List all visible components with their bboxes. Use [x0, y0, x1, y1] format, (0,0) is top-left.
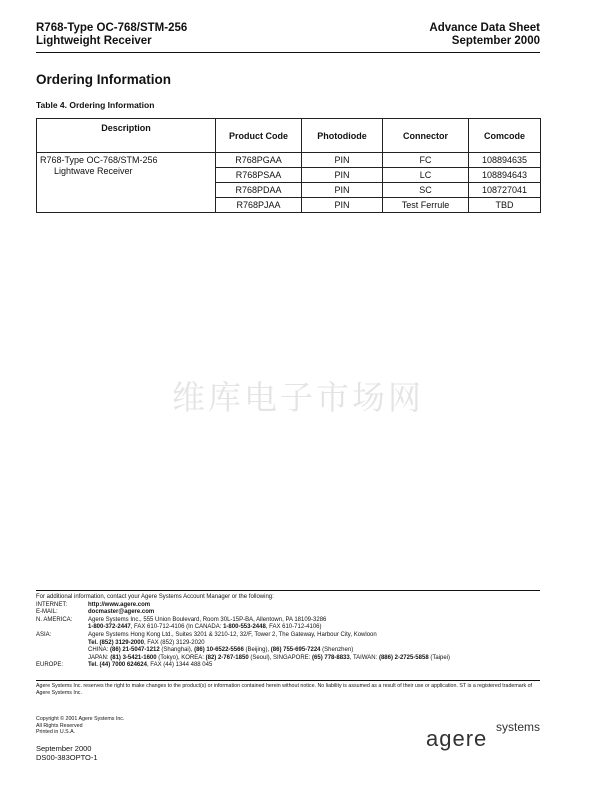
header-product-title: R768-Type OC-768/STM-256: [36, 22, 188, 34]
section-title: Ordering Information: [36, 72, 171, 87]
comcode-cell: 108894643: [469, 168, 541, 183]
header-doc-date: September 2000: [451, 35, 540, 47]
contact-europe-row: EUROPE: Tel. (44) 7000 624624, FAX (44) 1344 488 045: [36, 662, 213, 669]
comcode-cell: 108727041: [469, 183, 541, 198]
contact-internet-link[interactable]: http://www.agere.com: [88, 601, 151, 608]
contact-asia-phone-row: Tel. (852) 3129-2000, FAX (852) 3129-2020: [88, 639, 205, 646]
table-title: Table 4. Ordering Information: [36, 100, 155, 110]
photodiode-cell: PIN: [302, 168, 383, 183]
contact-internet-row: [36, 602, 546, 610]
contact-na-phone-row: 1-800-372-2447, FAX 610-712-4106 (In CANADA: 1-800-553-2448, FAX 610-712-4106): [88, 624, 322, 631]
contact-block: [36, 594, 546, 670]
contact-canada-phone: 1-800-553-2448: [223, 624, 266, 631]
contact-japan-row: JAPAN: (81) 3-5421-1600 (Tokyo), KOREA: (82) 2-767-1850 (Seoul), SINGAPORE: (65) 778-8833, TAIWAN: (886) 2-2725-5858 (Taipei): [88, 654, 450, 661]
product-code-cell: R768PGAA: [216, 153, 302, 168]
disclaimer-text: Agere Systems Inc. reserves the right to make changes to the product(s) or information contained herein without notice. No liability is assumed as a result of their use or application. ST is a registered trademark of Agere Systems Inc.: [36, 683, 532, 696]
column-header-photodiode: Photodiode: [302, 119, 383, 153]
column-header-product-code: Product Code: [216, 119, 302, 153]
product-code-cell: R768PSAA: [216, 168, 302, 183]
logo-agere-text: agere: [426, 726, 488, 751]
contact-asia-tel: Tel. (852) 3129-2000: [88, 639, 144, 646]
column-header-connector: Connector: [383, 119, 469, 153]
description-line-2: Lightwave Receiver: [54, 166, 133, 176]
header-rule: [36, 52, 540, 53]
copyright-line: Copyright © 2001 Agere Systems Inc.: [36, 716, 125, 722]
rights-line: All Rights Reserved: [36, 722, 83, 729]
contact-email-link[interactable]: docmaster@agere.com: [88, 609, 155, 616]
ordering-table: [36, 118, 541, 213]
photodiode-cell: PIN: [302, 153, 383, 168]
header-right: [429, 22, 540, 48]
header-doc-type: Advance Data Sheet: [429, 22, 540, 34]
contact-email-row: [36, 609, 546, 617]
logo-systems-text: systems: [495, 720, 540, 734]
product-code-cell: R768PDAA: [216, 183, 302, 198]
watermark-text: 维库电子市场网: [172, 378, 424, 417]
photodiode-cell: PIN: [302, 183, 383, 198]
document-id-block: [36, 744, 98, 762]
column-header-comcode: Comcode: [469, 119, 541, 153]
header-product-subtitle: Lightweight Receiver: [36, 35, 152, 47]
copyright-block: [36, 716, 124, 736]
contact-na-row: [36, 617, 546, 625]
agere-systems-logo: [424, 718, 544, 766]
contact-china-row: CHINA: (86) 21-5047-1212 (Shanghai), (86) 10-6522-5566 (Beijing), (86) 755-695-7224 (Shenzhen): [88, 647, 354, 654]
table-header-row: [37, 119, 541, 153]
comcode-cell: TBD: [469, 198, 541, 213]
description-line-1: R768-Type OC-768/STM-256: [40, 155, 158, 165]
document-date: September 2000: [36, 744, 92, 753]
contact-asia-address: Agere Systems Hong Kong Ltd., Suites 3201 & 3210-12, 32/F, Tower 2, The Gateway, Harbour City, Kowloon: [88, 631, 377, 638]
contact-internet-label: INTERNET:: [36, 601, 68, 608]
contact-email-label: E-MAIL:: [36, 609, 58, 616]
printed-line: Printed in U.S.A.: [36, 729, 76, 735]
contact-na-phone: 1-800-372-2447: [88, 624, 131, 631]
contact-asia-label: ASIA:: [36, 631, 52, 638]
table-row: [37, 153, 541, 168]
comcode-cell: 108894635: [469, 153, 541, 168]
contact-na-label: N. AMERICA:: [36, 616, 73, 623]
contact-europe-tel: Tel. (44) 7000 624624: [88, 662, 147, 669]
disclaimer-rule: [36, 680, 540, 681]
connector-cell: LC: [383, 168, 469, 183]
contact-asia-row: [36, 632, 546, 640]
document-number: DS00-383OPTO-1: [36, 753, 98, 762]
column-header-description: Description: [37, 119, 216, 153]
connector-cell: SC: [383, 183, 469, 198]
contact-intro: For additional information, contact your Agere Systems Account Manager or the following:: [36, 594, 274, 600]
connector-cell: FC: [383, 153, 469, 168]
contact-europe-label: EUROPE:: [36, 662, 64, 669]
contact-na-address: Agere Systems Inc., 555 Union Boulevard, Room 30L-15P-BA, Allentown, PA 18109-3286: [88, 616, 327, 623]
product-code-cell: R768PJAA: [216, 198, 302, 213]
photodiode-cell: PIN: [302, 198, 383, 213]
connector-cell: Test Ferrule: [383, 198, 469, 213]
header-left: [36, 22, 187, 48]
description-cell: [37, 153, 216, 213]
footer-rule: [36, 590, 540, 591]
